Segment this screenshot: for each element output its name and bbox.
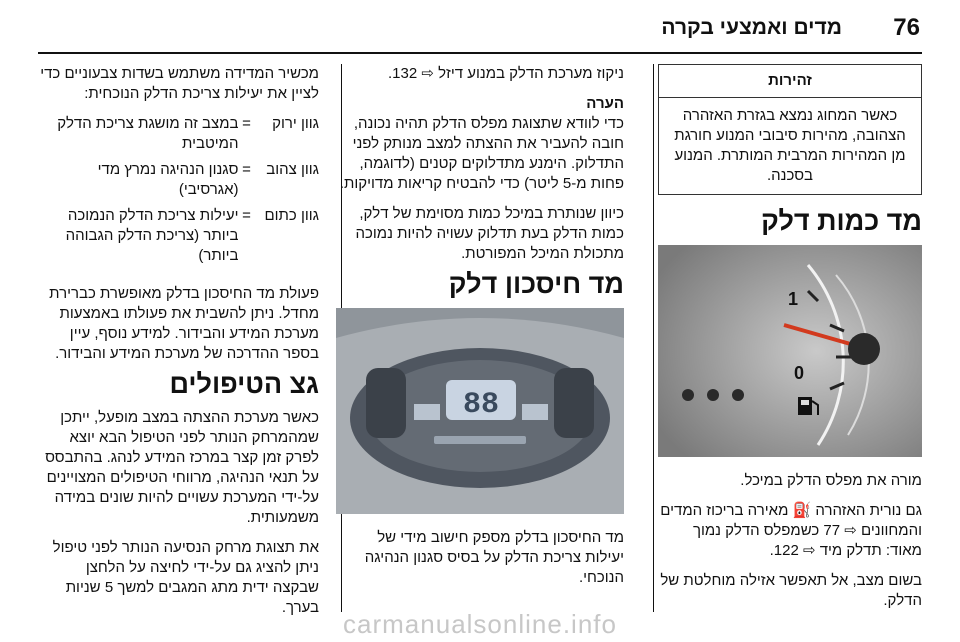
paragraph-no-empty-tank: בשום מצב, אל תאפשר אזילה מוחלטת של הדלק. bbox=[660, 572, 922, 609]
eco-gauge-caption: מד החיסכון בדלק מספק חישוב מידי של יעילות צריכת הדלק על בסיס סגנון הנהיגה הנוכחי. bbox=[364, 529, 624, 586]
section-title-eco-gauge: מד חיסכון דלק bbox=[448, 269, 624, 299]
level-description: יעילות צריכת הדלק הנמוכה ביותר (צריכת הדלק הגבוהה ביותר) bbox=[65, 207, 239, 264]
level-separator: = bbox=[242, 115, 251, 132]
level-description: במצב זה מושגת צריכת הדלק המיטבית bbox=[57, 115, 239, 152]
warning-icons-row bbox=[682, 389, 744, 401]
warning-box bbox=[658, 64, 922, 195]
section-title-fuel-gauge: מד כמות דלק bbox=[761, 206, 922, 236]
level-separator: = bbox=[242, 161, 251, 178]
warning-text: כאשר המחוג נמצא בגזרת האזהרה הצהובה, מהירות סיבובי המנוע חורגת מן המהירות המרבית המותרת. המנוע בסכנה. bbox=[674, 107, 906, 184]
efficiency-levels-table bbox=[36, 114, 319, 272]
right-column bbox=[658, 64, 922, 621]
paragraph-low-fuel-warning: גם נורית האזהרה ⛽ מאירה בריכוז המדים והמחוונים ⇨ 77 כשמפלס הדלק נמוך מאוד: תדלק מיד ⇨ 122. bbox=[660, 502, 922, 559]
eco-display-figure bbox=[336, 308, 624, 514]
column-divider-right bbox=[653, 64, 654, 612]
header-rule bbox=[38, 52, 922, 54]
paragraph-service-button: את תצוגת מרחק הנסיעה הנותר לפני טיפול ניתן להציג גם על-ידי לחיצה על הלחצן שבקצה ידית מתג המגבים למשך 5 שניות בערך. bbox=[52, 539, 319, 616]
chapter-title: מדים ואמצעי בקרה bbox=[661, 16, 842, 39]
table-row bbox=[36, 160, 319, 206]
gauge-label-full: 1 bbox=[787, 289, 798, 309]
fuel-gauge-figure bbox=[658, 245, 922, 457]
paragraph-color-fields: מכשיר המדידה משתמש בשדות צבעוניים כדי לציין את יעילות צריכת הדלק הנוכחית: bbox=[40, 65, 319, 102]
eco-display-readout: 88 bbox=[462, 388, 500, 422]
gauge-label-empty: 0 bbox=[793, 363, 804, 383]
level-description: סגנון הנהיגה נמרץ מדי (אגרסיבי) bbox=[97, 161, 239, 198]
page-number: 76 bbox=[893, 14, 920, 41]
level-separator: = bbox=[242, 207, 251, 224]
warning-title: זהירות bbox=[659, 65, 921, 98]
level-color: גוון צהוב bbox=[266, 161, 319, 178]
paragraph-tank-capacity: כיוון שנותרת במיכל כמות מסוימת של דלק, כמות הדלק בעת תדלוק עשויה להיות נמוכה מתכולת המיכל המפורטת. bbox=[355, 205, 624, 262]
level-color: גוון כתום bbox=[264, 207, 319, 224]
left-column bbox=[36, 64, 319, 628]
watermark: carmanualsonline.info bbox=[343, 609, 617, 639]
table-row bbox=[36, 206, 319, 272]
note-heading: הערה bbox=[586, 95, 624, 112]
paragraph-fuel-level: מורה את מפלס הדלק במיכל. bbox=[740, 472, 922, 489]
section-title-service-display: גצ הטיפולים bbox=[169, 369, 319, 399]
table-row bbox=[36, 114, 319, 160]
level-color: גוון ירוק bbox=[272, 115, 319, 132]
paragraph-diesel-bleed: ניקוז מערכת הדלק במנוע דיזל ⇨ 132. bbox=[387, 65, 624, 82]
paragraph-eco-default: פעולת מד החיסכון בדלק מאופשרת כברירת מחדל. ניתן להשבית את פעולתו באמצעות מערכת המידע והבידור. למידע נוסף, עיין בספר ההדרכה של מערכת המידע והבידור. bbox=[49, 285, 319, 362]
page-header bbox=[0, 0, 960, 56]
note-text: כדי לוודא שתצוגת מפלס הדלק תהיה נכונה, חובה להעביר את ההצתה למצב מנותק לפני התדלוק. הימנע מתדלוקים קטנים (לדוגמה, פחות מ-5 ליטר) כדי להבטיח קריאות מדויקות. bbox=[339, 115, 624, 192]
middle-column bbox=[336, 64, 624, 598]
paragraph-service-distance: כאשר מערכת ההצתה במצב מופעל, ייתכן שמהמרחק הנותר לפני הטיפול הבא יוצא לפרק זמן קצר במרכז המידע לנהג. בהתבסס על תנאי הנהיגה, מרווחי הטיפולים המצויינים על-ידי המערכת עשויים להיות שונים במידה משמעותית. bbox=[45, 409, 319, 526]
